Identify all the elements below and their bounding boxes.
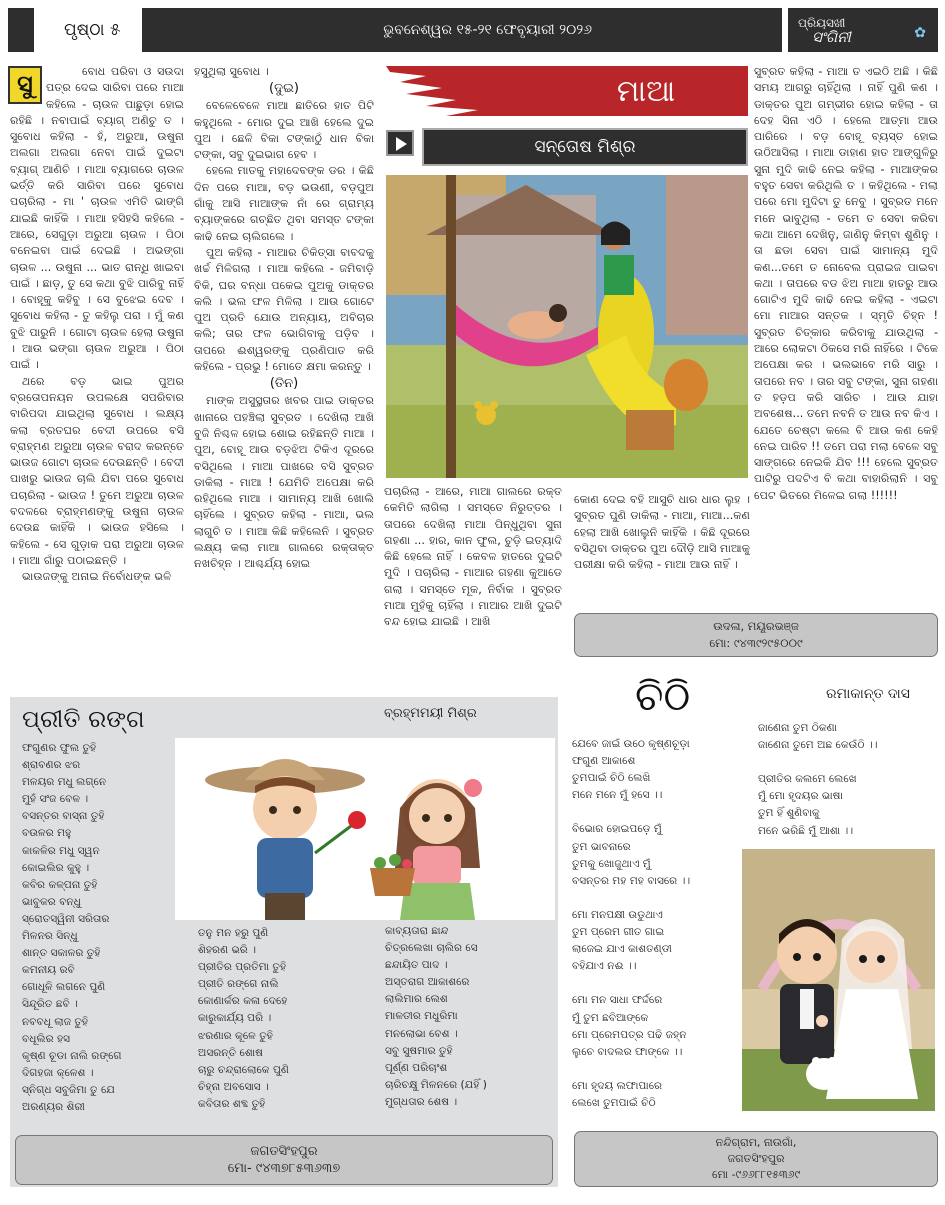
poem-line: ଝରଣାର କୂଳେ ତୁହି xyxy=(198,1029,273,1042)
poem-line: ଶ୍ରାବଣର ଝର xyxy=(22,759,81,772)
poem-line: ଶିହରଣ ଭରି । xyxy=(198,944,256,957)
poem1-column-3 xyxy=(385,923,487,1111)
poem-line: ତୁମ ହିଁ ଶୁଣିବାକୁ xyxy=(758,807,820,820)
poem-line: ଲାଲିମାର ଲେଶ xyxy=(385,993,448,1006)
poem-line: ମୁଁ ତୁମ ଛବିଆଙ୍କେ xyxy=(572,1011,649,1024)
contact-phone: ମୋ: ୯୪୩୯୨୯୫୦୦୯ xyxy=(709,636,803,650)
supplement-logo xyxy=(788,8,938,52)
poem-line: ସିନ୍ଦୂରିତ ଛବି । xyxy=(22,998,78,1011)
stanza-break xyxy=(572,975,690,992)
poem-line: ମୁଁ ମୋ ହୃଦୟର ଭାଷା xyxy=(758,790,843,803)
poem-illustration xyxy=(175,738,555,920)
poem-line: ବସନ୍ତର ମହ ମହ ବାସରେ ।। xyxy=(572,874,691,887)
poem-line: ଚାରିଚକ୍ଷୁ ମିଳନରେ (ଯହିଁ ) xyxy=(385,1078,487,1091)
story-paragraph: ବେଳେବେଳେ ମାଆ ଛାତିରେ ହାତ ପିଟି କହୁଥିଲେ - ମୋର ଦୁଇ ଆଖି ହେଲେ ଦୁଇ ପୁଅ । ଛେଳି ବିକା ଟଙ୍କାଠୁଁ ଧାନ ବିକା ଟଙ୍କା, ସବୁ ଦୁଇଭାଗ ହେବ । xyxy=(194,99,374,162)
poem-line: ଚିତ୍ରଲେଖା ଚାଲିର ସେ xyxy=(385,942,478,955)
poem-line: ଭାବୁକର ବନ୍ଧୁ xyxy=(22,895,81,908)
poem-title: ଚିଠି xyxy=(635,674,691,720)
poem-line: ମୋ ପ୍ରେମପତ୍ର ପଢି ଜହ୍ନ xyxy=(572,1028,687,1041)
play-icon xyxy=(386,130,414,156)
poem-line: ଶାନ୍ତ ସକାଳର ତୁହି xyxy=(22,947,101,960)
poem-line: ଜାଣେନା ତୁମ ଠିକଣା xyxy=(758,722,838,734)
story-contact-box xyxy=(574,613,938,657)
poem-line: ମନେ ମନେ ମୁଁ ହସେ ।। xyxy=(572,789,663,802)
header-left-block xyxy=(8,8,34,52)
poem-line: ମାଳତୀର ମଧୁରିମା xyxy=(385,1010,458,1023)
story-paragraph xyxy=(10,64,184,374)
contact-address: ନନ୍ଦିଗ୍ରାମ, ନାଉଗାଁ, xyxy=(715,1136,797,1149)
section-heading: (ତିନ) xyxy=(269,376,299,392)
poem2-column-2 xyxy=(758,720,877,840)
poem-line: ସବୁ ସୁଷମାର ତୁହି xyxy=(385,1044,453,1057)
poem-line: ତୁମ ପ୍ରେମ ଗୀତ ଗାଇ xyxy=(572,926,665,939)
poem-line: ଜାଣେନା ତୁମେ ଅଛ କେଉଁଠି ।। xyxy=(758,739,878,752)
poem-line: ବିଭୋର ହୋଇପଡ଼େ ମୁଁ xyxy=(572,823,662,836)
page-number-label: ପୃଷ୍ଠା ୫ xyxy=(36,8,132,52)
poem-line: ସ୍ନିଗ୍ଧ ସବୁଜିମା ତୁ ଯେ xyxy=(22,1083,115,1096)
poem-line: ମନଲୋଭା ବେଶ । xyxy=(385,1027,458,1040)
poem-title: ପ୍ରୀତି ରଙ୍ଗ xyxy=(22,705,145,733)
poem-line: ପୂର୍ଣ୍ଣ ପରିଚାଂଶ xyxy=(385,1061,448,1074)
poem2-contact-box xyxy=(574,1131,938,1187)
stanza-break xyxy=(572,890,690,907)
story-paragraph: ମାଙ୍କ ଅସୁସ୍ଥତାର ଖବର ପାଇ ଡାକ୍ତର ଖାନାରେ ପହଞ୍ଚିଲା ସୁବ୍ରତ । ଦେଖିଲା ଆଖି ବୁଜି ନିଶ୍ଚଳ ହୋଇ ଶୋଇ ରହିଛନ୍ତି ମାଆ । ପୁଅ, ବୋହୂ ଆଉ ବଡ଼ଝିଅ ଟିକିଏ ଦୂରରେ ବସିଥିଲେ । ମାଆ ପାଖରେ ବସି ସୁବ୍ରତ ଡାକିଲା - ମାଆ ! ଯେମିତି ଅପେକ୍ଷା କରି ରହିଥିଲେ ମାଆ । ସାମାନ୍ୟ ଆଖି ଖୋଲି ଚାହିଁଲେ । ସୁବ୍ରତ କହିଲା - ମାଆ, ଭଲ ଲାଗୁଚି ତ । ମାଆ କିଛି କହିଲେନି । ସୁବ୍ରତ ଲକ୍ଷ୍ୟ କଲା ମାଆ ଗାଲରେ ରକ୍ତାକ୍ତ ନଖଚିହ୍ନ । ଆଶ୍ଚର୍ଯ୍ୟ ହୋଇ xyxy=(194,394,374,571)
poem-line: କମନୀୟ ରବି xyxy=(22,964,75,977)
poem-line: ମୋ ମନ ସାଧା ଫର୍ଦ୍ଦରେ xyxy=(572,994,663,1007)
couple-rose-illustration xyxy=(175,738,555,920)
poem-line: ମୋ ହୃଦୟ ଲଫାପାରେ xyxy=(572,1079,663,1092)
poem-line: ବଉଳର ମହୁ xyxy=(22,827,72,840)
poem-line: ବଧୂଲିର ହସ xyxy=(22,1032,71,1045)
poem-line: ଲାଜେଇ ଯାଏ କାଶତଣ୍ଡୀ xyxy=(572,943,672,956)
section-heading: (ଦୁଇ) xyxy=(269,81,299,97)
dateline-bar xyxy=(142,8,782,52)
poem-line: କବିତାର ଶବ୍ଦ ତୁହି xyxy=(198,1097,266,1110)
contact-district: ଜଗତସିଂହପୁର xyxy=(727,1152,785,1165)
poem-line: କୃଷ୍ଣ ଚୂଡା ନାଲି ରଙ୍ଗେ xyxy=(22,1049,122,1062)
poem-line: କବିର କଳ୍ପନା ତୁହି xyxy=(22,878,98,891)
story-paragraph: ଥରେ ବଡ଼ ଭାଇ ପୁଅର ବ୍ରତୋପନୟନ ଉପଲକ୍ଷେ ସପରିବାର ବାରିପଦା ଯାଇଥିଲା ସୁବୋଧ । ଲକ୍ଷ୍ୟ କଲା ବ୍ରତଘର ବେଦୀ ଉପରେ ବସି ବ୍ରାହ୍ମଣ ଅରୁଆ ଚାଉଳ ବରାଦ କରନ୍ତେ ଭାଉଜ ଗୋଟା ଚାଉଳ ଦେଉଛନ୍ତି । ବେଦୀ ପାଖରୁ ଭାଉଜ ଚାଲି ଯିବା ପରେ ସୁବୋଧ ପଚାରିଲା - ଭାଉଜ ! ତୁମେ ଅରୁଆ ଚାଉଳ ବଦଳରେ ବ୍ରାହ୍ମଣଙ୍କୁ ଉଷୁନା ଚାଉଳ ଦେଉଛ କାହିଁକି । ଭାଉଜ ହସିଲେ । କହିଲେ - ସେ ଗୁଡ଼ାକ ପରା ଅରୁଆ ଚାଉଳ । ମାଆ ଗାଁରୁ ପଠାଇଛନ୍ତି । xyxy=(10,374,184,567)
stanza-break xyxy=(572,804,690,821)
poem1-column-1 xyxy=(22,740,122,1116)
story-paragraph: କୋଣ ଦେଇ ବହି ଆସୁଚି ଧାର ଧାର ଲୁହ । ସୁବ୍ରତ ପୁଣି ଡାକିଲା - ମାଆ, ମାଆ...କଣ ହେଲା ଆଖି ଖୋଲୁନି କାହିଁକି । କିଛି ଦୂରରେ ବସିଥିବା ଡାକ୍ତର ପୁଅ ଦୌଡ଼ି ଆସି ମାଆକୁ ପରୀକ୍ଷା କରି କହିଲା - ମାଆ ଆଉ ନାହିଁ । xyxy=(574,493,750,572)
story-paragraph: ସୁବ୍ରତ କହିଲା - ମାଆ ତ ଏଇଠି ଅଛି । କିଛି ସମୟ ଆଗରୁ ଚାହିଁଥିଲା । ନାହିଁ ପୁଣି କଣ । ଡାକ୍ତର ପୁଅ ଗମ୍ଭୀର ହୋଇ କହିଲା - ତା ଦେହ ସିନା ଏଠି । ହେଲେ ଆତ୍ମା ଆଉ ପାରିରେ । ବଡ଼ ବୋହୂ ବ୍ୟସ୍ତ ହୋଇ ଉଠିଆସିଲା । ମାଆ ଡାହାଣ ହାତ ଆଙ୍ଗୁଳିରୁ ସୁନା ମୁଦି କାଢି ନେଇ କହିଲା - ମାଆଙ୍କର ବହୁତ ସେବା କରିଥିଲି ତ । କହିଥିଲେ - ମଲା ପରେ ମୋ ମୁଦିଟା ତୁ ନେବୁ । ସୁବ୍ରତ ମନେ ମନେ ଭାବୁଥିଲା - ତମେ ତ ସେବା କରିବା କଥା ଆମେ ଦେଖିନୁ, ଜାଣିନୁ କିମ୍ବା ଶୁଣିନୁ । ତା ଛଡା ସେବା ପାଇଁ ସାମାନ୍ୟ ମୁଦି କଣ...ତମେ ତ ନୋବେଲ ପ୍ରାଇଜ ପାଇବା କଥା । ତାପରେ ବଡ ଝିଅ ମାଆ ହାତରୁ ଆଉ ଗୋଟିଏ ମୁଦି କାଢି ନେଇ କହିଲା - ଏଇଟା ମୋ ମାଆର ସନ୍ତକ । ସ୍ମୃତି ଚିହ୍ନ ! ସୁବ୍ରତ ଚିତ୍କାର କରିବାକୁ ଯାଉଥିଲା - ଆରେ ଲୋକଟା ଠିକସେ ମରି ନାହିଁରେ । ଟିକେ ଅପେକ୍ଷା କର । ଭଲଭାବେ ମରି ସାରୁ । ତାପରେ ନବ । ତାର ସବୁ ଟଙ୍କା, ସୁନା ଗହଣା ତ ହଡ଼ପ କରି ସାରିଚ । ଆଉ ଯାହା ଅବଶେଷ... ତମେ ନବନି ତ ଆଉ ନବ କିଏ । ଯେତେ ଚେଷ୍ଟା କଲେ ବି ଆଉ କଣ କେହି ନେଇ ପାରିବ !! ତମେ ପରା ମଲା ବେଳେ ସବୁ ସାଙ୍ଗରେ ନେଇକି ଯିବ !!! ହେଲେ ସୁବ୍ରତ ପାଟିରୁ ପଦଟିଏ ବି କଥା ବାହାରିଲାନି । ସବୁ ପେଟ ଭିତରେ ମିଳେଇ ଗଲା !!!!!! xyxy=(754,65,938,502)
poem-line: ମନେ ଭରିଛି ମୁଁ ଆଶା ।। xyxy=(758,824,854,837)
story-column-3 xyxy=(384,484,562,664)
poem-line: ମିଳନର ସିନ୍ଧୁ xyxy=(22,930,78,943)
poem-line: ଅରଣ୍ୟର ଶିରୀ xyxy=(22,1100,85,1113)
drop-cap: ସୁ xyxy=(8,66,42,104)
poem-line: ତୁମ ଭାବନାରେ xyxy=(572,840,631,853)
contact-phone: ମୋ- ୯୪୩୭୮୫୩୬୩୭ xyxy=(227,1161,341,1176)
story-author: ସନ୍ତୋଷ ମିଶ୍ର xyxy=(422,128,748,166)
poem-author: ବ୍ରହ୍ମମୟୀ ମିଶ୍ର xyxy=(384,706,477,721)
story-paragraph: ପୁଅ କହିଲା - ମାଆର ଚିକିତ୍ସା ବାବଦକୁ ଖର୍ଚ୍ଚ ମିଳିଗଲା । ମାଆ କହିଲେ - ଜମିବାଡ଼ି ବିକି, ଘର ବନ୍ଧା ପକେଇ ପୁଅକୁ ଡାକ୍ତର କଲି । ଭଲ ଫଳ ମିଳିଲା । ଆଉ ଗୋଟେ ପୁଅ ପ୍ରତି ଯୋଉ ଅନ୍ୟାୟ, ଅବିଚାର କଲି; ତାର ଫଳ ଭୋଗିବାକୁ ପଡ଼ିବ । ତାପରେ ଈଶ୍ୱରଙ୍କୁ ପ୍ରଣିପାତ କରି କହିଲେ - ପ୍ରଭୁ ! ମୋତେ କ୍ଷମା କରନ୍ତୁ । xyxy=(194,245,374,374)
poem-line: ସ୍ରୋତସ୍ୱିନୀ ସରିତାର xyxy=(22,912,110,925)
paragraph-text: ବୋଧ ପରିବା ଓ ସଉଦା ପତ୍ର ଦେଇ ସାରିବା ପରେ ମାଆ କହିଲେ - ଚାଉଳ ପାଛୁଡ଼ା ହୋଇ ରହିଛି । ନବାପାଇଁ ବ୍ୟାଗ୍ ଅଣିଚୁ ତ । ସୁବୋଧ କହିଲା - ହଁ, ଅରୁଆ, ଉଷୁନା ଅଲଗା ଅଲଗା ନେବା ପାଇଁ ଦୁଇଟା ବ୍ୟାଗ୍ ଆଣିଚି । ମାଆ ବ୍ୟାଗରେ ଚାଉଳ ଭର୍ତ୍ତି କରି ସାରିବା ପରେ ସୁବୋଧ ପଚାରିଲା - ମା ' ଚାଉଳ ଏମିତି ଭାଙ୍ଗି ଯାଇଛି କାହିଁକି । ମାଆ ହସିହସି କହିଲେ - ଆରେ, ସେଗୁଡ଼ା ଅରୁଆ ଚାଉଳ । ପିଠା ବନେଇବା ପାଇଁ ଦେଇଛି । ଅଭଙ୍ଗା ଚାଉଳ ... ଉଷୁନା ... ଭାତ ରାନ୍ଧି ଖାଇବା ପାଇଁ । ଛାଡ଼, ତୁ ସେ କଥା ବୁଝି ପାରିବୁ ନାହିଁ । ବୋହୂକୁ କହିବୁ । ସେ ବୁଝେଇ ଦେବ । ସୁବୋଧ କହିଲା - ତୁ କହିଲୁ ପରା । ମୁଁ କଣ ବୁଝି ପାରୁନି । ଗୋଟା ଚାଉଳ ହେଲା ଉଷୁନା । ଆଉ ଭଙ୍ଗା ଚାଉଳ ଅରୁଆ । ପିଠା ପାଇଁ । xyxy=(10,65,184,372)
poem-line: ମୁଗ୍ଧତାର ଶେଷ । xyxy=(385,1095,458,1108)
contact-phone: ମୋ -୯୬୬୮୮୧୫୩୬୯ xyxy=(711,1168,801,1181)
poem-line: କାବ୍ୟତାରା ଛାନ୍ଦ xyxy=(385,925,449,937)
poem-line: ଲୁଚେ ବାଦଲର ଫାଙ୍କେ ।। xyxy=(572,1045,683,1058)
poem-line: ନବବଧୂ ଲାଜ ତୁହି xyxy=(22,1015,89,1028)
story-column-5 xyxy=(754,64,938,594)
story-paragraph: ପଚାରିଲା - ଆରେ, ମାଆ ଗାଲରେ ରକ୍ତ କେମିତି ଲାଗିଲା । ସମସ୍ତେ ନିରୁତ୍ତର । ତାପରେ ଦେଖିଲା ମାଆ ପିନ୍ଧୁଥିବା ସୁନା ଗହଣା ... ହାର, କାନ ଫୁଲ, ଚୁଡ଼ି ଇତ୍ୟାଦି କିଛି ହେଲେ ନାହିଁ । କେବଳ ହାତରେ ଦୁଇଟି ମୁଦି । ପଚାରିଲା - ମାଆର ଗହଣା କୁଆଡେ ଗଲା । ସମସ୍ତେ ମୂକ, ନିର୍ବାକ । ସୁବ୍ରତ ମାଆ ମୁହଁକୁ ଚାହିଁଲା । ମାଆର ଆଖି ଦୁଇଟି ବନ୍ଦ ହୋଇ ଯାଇଛି । ଆଖି xyxy=(384,485,562,629)
poem1-column-2 xyxy=(198,925,289,1113)
poem-illustration xyxy=(742,849,935,1111)
poem-line: ତୁମପାଇଁ ଚିଠି ଲେଖି xyxy=(572,772,651,785)
poem-line: ବସନ୍ତର ବାସ୍ନା ତୁହି xyxy=(22,810,105,823)
poem-line: ପ୍ରୀତିର ପ୍ରତିମା ତୁହି xyxy=(198,961,287,974)
story-column-4 xyxy=(574,492,750,602)
story-column-1 xyxy=(10,64,184,676)
dropcap-spacer xyxy=(10,64,46,110)
story-title: ମାଆ xyxy=(616,74,676,109)
poem-line: ଦିଗହଜା କ୍ଳେଶ । xyxy=(22,1066,94,1079)
poem-line: ମୁହଁ ସଂଜ ବେଳ । xyxy=(22,793,89,806)
story-paragraph: ଭାଉଜଙ୍କୁ ଅନାଇ ନିର୍ବୋଧଙ୍କ ଭଳି xyxy=(22,570,172,584)
logo-line2: ସଂଗିନୀ xyxy=(812,28,851,46)
poem-line: ଫଗୁଣର ଫୁଲ ତୁହି xyxy=(22,742,97,754)
poem-line: ଯେବେ ଜାଇଁ ଉଠେ କୃଷ୍ଣଚୂଡ଼ା xyxy=(572,738,690,750)
poem-line: କୋଣାର୍କର କଳା ଦେହେ xyxy=(198,995,288,1008)
contact-address: ଜଗତସିଂହପୁର xyxy=(250,1144,318,1159)
poem-line: କାକଳିର ମଧୁ ସ୍ୱନ xyxy=(22,844,100,857)
poem-line: ତନୁ ମନ ହରୁ ପୁଣି xyxy=(198,927,269,939)
contact-address: ଉଦଳା, ମୟୂରଭଞ୍ଜ xyxy=(713,619,799,633)
poem-line: ଗୋଧୂଳି ଲଗନେ ପୁଣି xyxy=(22,981,106,994)
story-title-banner xyxy=(386,64,748,120)
poem-line: ଚିହ୍ନା ଅବସୋସ । xyxy=(198,1080,269,1093)
logo-line1: ପ୍ରିୟସଖୀ xyxy=(798,16,846,30)
poem-line: ଅସରନ୍ତି ଶୋଷ xyxy=(198,1046,263,1059)
poem-line: ଲେଖେ ତୁମପାଇଁ ଚିଠି xyxy=(572,1096,656,1109)
dateline: ଭୁବନେଶ୍ୱର ୧୫-୨୧ ଫେବୃୟାରୀ ୨୦୨୬ xyxy=(383,22,592,38)
story-column-2 xyxy=(194,64,374,676)
story-paragraph: ହସୁଥିଲା ସୁବୋଧ । xyxy=(194,65,269,78)
poem-line: ପ୍ରୀତିର କଲମେ ଲେଖେ xyxy=(758,773,857,786)
poem-line: ବହିଯାଏ ନଈ ।। xyxy=(572,960,637,973)
poem-author: ରମାକାନ୍ତ ଦାସ xyxy=(826,686,910,702)
flower-icon: ✿ xyxy=(914,25,926,41)
story-paragraph: ହେଲେ ମାତକୁ ମହାଦେବଙ୍କ ଡର । କିଛି ଦିନ ପରେ ମାଆ, ବଡ଼ ଭଉଣୀ, ବଡ଼ପୁଅ ଗାଁକୁ ଆସି ମାଆଙ୍କ ନାଁ ରେ ଗ୍ରାମ୍ୟ ବ୍ୟାଙ୍କରେ ଗଚ୍ଛିତ ଥିବା ସମସ୍ତ ଟଙ୍କା କାଢି ନେଇ ଚାଲିଗଲେ । xyxy=(194,164,374,243)
poem-line: କୋଇଲିର କୁହୁ । xyxy=(22,861,90,874)
stanza-break xyxy=(758,754,877,771)
poem-line: ଫଗୁଣ ଆକାଶେ xyxy=(572,755,636,768)
poem-line: ପ୍ରୀତି ରଙ୍ଗେ ନାଲି xyxy=(198,978,279,991)
wedding-couple-illustration xyxy=(742,849,935,1111)
poem-line: କାରୁକାର୍ଯ୍ୟ ପରି । xyxy=(198,1012,272,1025)
poem-line: ଛନ୍ଦାୟିତ ପାଦ । xyxy=(385,959,448,972)
poem-line: ଅସ୍ତରାଗ ଆକାଶରେ xyxy=(385,976,470,989)
poem-line: ମୋ ମନପକ୍ଷୀ ଉଡୁଥାଏ xyxy=(572,908,663,921)
poem-line: ତୁମକୁ ଖୋଜୁଥାଏ ମୁଁ xyxy=(572,857,651,870)
stanza-break xyxy=(572,1061,690,1078)
poem-line: ମଳୟର ମଧୁ ଲଗ୍ନେ xyxy=(22,776,107,789)
poem2-column-1 xyxy=(572,736,690,1112)
poem1-contact-box xyxy=(15,1135,553,1185)
mother-baby-painting xyxy=(386,175,748,478)
poem-line: ଚାରୁ ଚନ୍ଦ୍ରାଲୋକେ ପୁଣି xyxy=(198,1063,289,1076)
story-illustration xyxy=(386,175,748,478)
